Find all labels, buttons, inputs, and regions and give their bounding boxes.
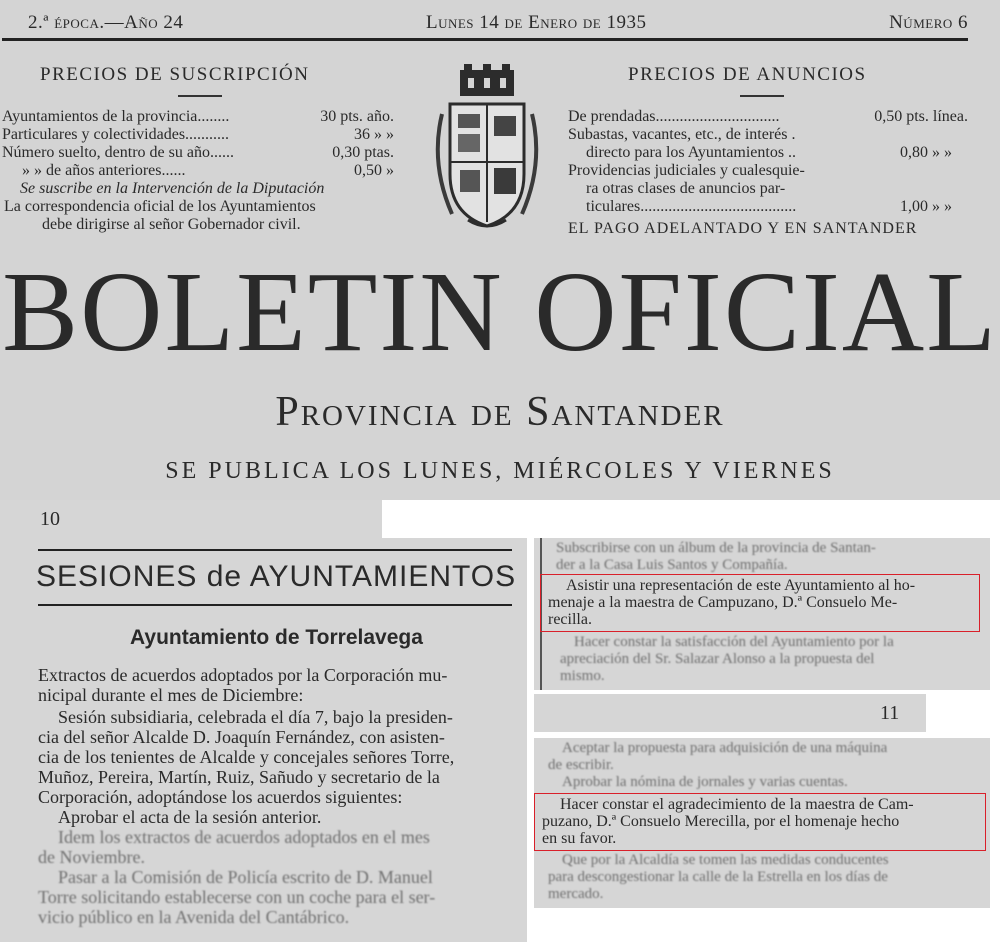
left-paragraph-line: Muñoz, Pereira, Martín, Ruiz, Sañudo y secretario de la	[38, 767, 440, 787]
right-top-blurred-line: apreciación del Sr. Salazar Alonso a la propuesta del	[560, 651, 875, 667]
right-top-blurred-line: der a la Casa Luis Santos y Compañía.	[556, 557, 788, 573]
newspaper-title: BOLETIN OFICIAL	[2, 248, 998, 375]
page-10-header	[0, 500, 382, 538]
right-top-blur-top	[556, 540, 976, 574]
right-bottom-blurred-line: Que por la Alcaldía se tomen las medidas conducentes	[562, 852, 889, 868]
coat-of-arms-icon	[428, 64, 546, 234]
left-blurred-line: Idem los extractos de acuerdos adoptados en el mes	[58, 827, 430, 847]
suscripcion-row-value: 36 » »	[354, 126, 394, 143]
suscripcion-note: Se suscribe en la Intervención de la Diputación	[20, 180, 325, 197]
anuncios-row	[568, 108, 968, 126]
anuncios-row-value: 0,50 pts. línea.	[874, 108, 968, 125]
highlighted-line: Asistir una representación de este Ayuntamiento al ho-	[566, 577, 916, 594]
anuncios-row-label: Subastas, vacantes, etc., de interés .	[568, 126, 796, 143]
highlighted-line: recilla.	[548, 611, 592, 628]
suscripcion-row-label: » » de años anteriores......	[22, 162, 186, 179]
left-paragraph-line: cia del señor Alcalde D. Joaquín Fernández, con asisten-	[38, 727, 445, 747]
anuncios-row-value: 0,80 » »	[900, 144, 952, 161]
suscripcion-divider	[178, 95, 222, 97]
section-rule-bottom	[38, 604, 512, 606]
right-bottom-blurred-line: Aceptar la propuesta para adquisición de una máquina	[562, 740, 888, 756]
page-number-11: 11	[880, 702, 900, 724]
publication-days: SE PUBLICA LOS LUNES, MIÉRCOLES Y VIERNES	[165, 458, 835, 484]
anuncios-row	[568, 180, 968, 198]
right-bottom-blurred-line: mercado.	[548, 886, 604, 902]
left-paragraph-line: cia de los tenientes de Alcalde y concejales señores Torre,	[38, 747, 455, 767]
anuncios-row	[568, 144, 968, 162]
left-paragraph-line: nicipal durante el mes de Diciembre:	[38, 685, 304, 705]
left-body	[36, 665, 512, 927]
anuncios-row	[568, 162, 968, 180]
right-bottom-blurred-line: Aprobar la nómina de jornales y varias cuentas.	[562, 774, 848, 790]
right-bottom-blurred-line: de escribir.	[548, 757, 614, 773]
right-top-blurred-line: mismo.	[560, 668, 605, 684]
anuncios-title: PRECIOS DE ANUNCIOS	[628, 64, 867, 85]
pago-label: EL PAGO ADELANTADO Y EN SANTANDER	[568, 220, 918, 237]
highlighted-passage-bottom	[542, 796, 978, 847]
right-bottom-blurred-top	[548, 740, 976, 791]
suscripcion-row-label: Ayuntamientos de la provincia........	[2, 108, 230, 125]
left-blurred-line: Torre solicitando establecerse con un coche para el ser-	[38, 887, 436, 907]
issue-number: Número 6	[889, 12, 968, 33]
anuncios-row-label: directo para los Ayuntamientos ..	[586, 144, 797, 161]
right-top-blurred-line: Subscribirse con un álbum de la provincia de Santan-	[556, 540, 876, 556]
left-paragraph-line: Aprobar el acta de la sesión anterior.	[58, 807, 322, 827]
section-rule-top	[38, 549, 512, 551]
epoca-label: 2.ª época.—Año 24	[28, 12, 184, 33]
right-bottom-blurred-line: para descongestionar la calle de la Estrella en los días de	[548, 869, 888, 885]
anuncios-row	[568, 126, 968, 144]
suscripcion-row	[2, 162, 402, 180]
suscripcion-row	[2, 108, 402, 126]
suscripcion-row-value: 0,50 »	[354, 162, 394, 179]
correspondencia-line-1: La correspondencia oficial de los Ayuntamientos	[4, 198, 316, 215]
anuncios-row-label: ra otras clases de anuncios par-	[586, 180, 786, 197]
section-title: SESIONES de AYUNTAMIENTOS	[36, 560, 517, 593]
anuncios-row-label: De prendadas...............................	[568, 108, 780, 125]
ayuntamiento-heading: Ayuntamiento de Torrelavega	[130, 626, 423, 649]
suscripcion-row	[2, 126, 402, 144]
province-title: Provincia de Santander	[275, 389, 725, 435]
page-11-header	[534, 694, 926, 732]
page-number-10: 10	[40, 508, 60, 530]
anuncios-row	[568, 198, 968, 216]
issue-date: Lunes 14 de Enero de 1935	[425, 12, 647, 33]
right-bottom-blurred-body	[548, 852, 976, 903]
issue-bar	[28, 12, 968, 34]
suscripcion-row-label: Número suelto, dentro de su año......	[2, 144, 234, 161]
correspondencia-line-2: debe dirigirse al señor Gobernador civil.	[42, 216, 301, 233]
suscripcion-row-label: Particulares y colectividades...........	[2, 126, 230, 143]
highlighted-line: menaje a la maestra de Campuzano, D.ª Consuelo Me-	[548, 594, 898, 611]
suscripcion-row-value: 30 pts. año.	[320, 108, 394, 125]
highlighted-passage-top	[548, 577, 972, 628]
right-top-blurred-line: Hacer constar la satisfacción del Ayuntamiento por la	[574, 634, 894, 650]
anuncios-row-value: 1,00 » »	[900, 198, 952, 215]
left-paragraph-line: Extractos de acuerdos adoptados por la Corporación mu-	[38, 665, 448, 685]
left-blurred-line: Pasar a la Comisión de Policía escrito de D. Manuel	[58, 867, 433, 887]
left-paragraph-line: Sesión subsidiaria, celebrada el día 7, bajo la presiden-	[58, 707, 453, 727]
suscripcion-row	[2, 144, 402, 162]
anuncios-divider	[740, 95, 784, 97]
suscripcion-table	[2, 108, 402, 234]
left-blurred-line: de Noviembre.	[38, 847, 145, 867]
anuncios-table	[568, 108, 968, 238]
highlighted-line: Hacer constar el agradecimiento de la maestra de Cam-	[560, 796, 914, 813]
left-paragraph-line: Corporación, adoptándose los acuerdos siguientes:	[38, 787, 403, 807]
suscripcion-title: PRECIOS DE SUSCRIPCIÓN	[40, 64, 310, 85]
suscripcion-row-value: 0,30 ptas.	[332, 144, 394, 161]
highlighted-line: puzano, D.ª Consuelo Merecilla, por el homenaje hecho	[542, 813, 900, 830]
right-top-blurred-body	[560, 634, 980, 685]
anuncios-row-label: ticulares.......................................	[586, 198, 797, 215]
highlighted-line: en su favor.	[542, 830, 617, 847]
top-rule	[2, 38, 968, 41]
anuncios-row-label: Providencias judiciales y cualesquie-	[568, 162, 805, 179]
left-blurred-line: vicio público en la Avenida del Cantábrico.	[38, 907, 350, 927]
